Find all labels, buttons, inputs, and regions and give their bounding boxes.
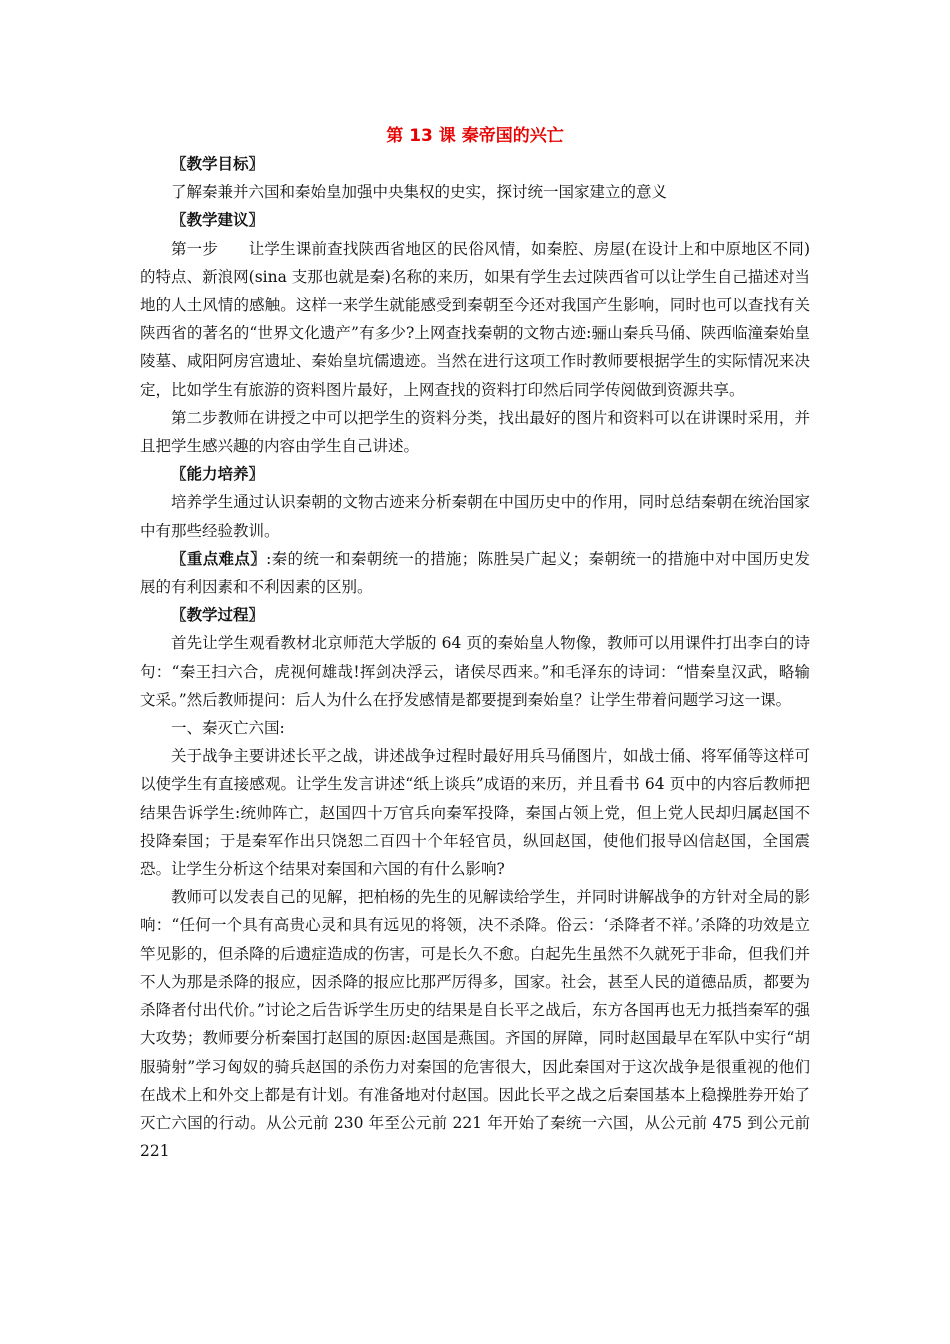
document-body bbox=[140, 150, 810, 1165]
ability-heading: 〖能力培养〗 bbox=[171, 465, 265, 484]
key-heading: 〖重点难点〗 bbox=[171, 549, 267, 568]
process-paragraph-2: 一、秦灭亡六国: bbox=[171, 719, 285, 738]
goal-text: 了解秦兼并六国和秦始皇加强中央集权的史实，探讨统一国家建立的意义 bbox=[171, 183, 668, 202]
advice-paragraph-2: 第二步教师在讲授之中可以把学生的资料分类，找出最好的图片和资料可以在讲课时采用，并且把学生感兴趣的内容由学生自己讲述。 bbox=[140, 408, 810, 456]
process-paragraph-1: 首先让学生观看教材北京师范大学版的 64 页的秦始皇人物像，教师可以用课件打出李白的诗句：“秦王扫六合，虎视何雄哉!挥剑决浮云，诸侯尽西来。”和毛泽东的诗词：“惜秦皇汉武，略输文采。”然后教师提问：后人为什么在抒发感情是都要提到秦始皇？让学生带着问题学习这一课。 bbox=[140, 634, 810, 709]
process-heading: 〖教学过程〗 bbox=[171, 606, 265, 625]
process-paragraph-4: 教师可以发表自己的见解，把柏杨的先生的见解读给学生，并同时讲解战争的方针对全局的影响：“任何一个具有高贵心灵和具有远见的将领，决不杀降。俗云：‘杀降者不祥。’杀降的功效是立竿见影的，但杀降的后遗症造成的伤害，可是长久不愈。白起先生虽然不久就死于非命，但我们并不人为那是杀降的报应，因杀降的报应比那严厉得多，国家。社会，甚至人民的道德品质，都要为杀降者付出代价。”讨论之后告诉学生历史的结果是自长平之战后，东方各国再也无力抵挡秦军的强大攻势；教师要分析秦国打赵国的原因:赵国是燕国。齐国的屏障，同时赵国最早在军队中实行“胡服骑射”学习匈奴的骑兵赵国的杀伤力对秦国的危害很大，因此秦国对于这次战争是很重视的他们在战术上和外交上都是有计划。有准备地对付赵国。因此长平之战之后秦国基本上稳操胜券开始了灭亡六国的行动。从公元前 230 年至公元前 221 年开始了秦统一六国，从公元前 475 到公元前 221 bbox=[140, 888, 810, 1161]
key-points-paragraph bbox=[140, 545, 810, 601]
lesson-title: 第 13 课 秦帝国的兴亡 bbox=[386, 126, 564, 146]
goal-heading: 〖教学目标〗 bbox=[171, 155, 265, 173]
process-paragraph-3: 关于战争主要讲述长平之战，讲述战争过程时最好用兵马俑图片，如战士俑、将军俑等这样可以使学生有直接感观。让学生发言讲述“纸上谈兵”成语的来历，并且看书 64 页中的内容后教师把结果告诉学生:统帅阵亡，赵国四十万官兵向秦军投降，秦国占领上党，但上党人民却归属赵国不投降秦国；于是秦军作出只饶恕二百四十个年轻官员，纵回赵国，使他们报导凶信赵国，全国震恐。让学生分析这个结果对秦国和六国的有什么影响? bbox=[140, 747, 810, 879]
key-text: :秦的统一和秦朝统一的措施；陈胜吴广起义；秦朝统一的措施中对中国历史发展的有利因素和不利因素的区别。 bbox=[140, 549, 810, 597]
advice-heading: 〖教学建议〗 bbox=[171, 211, 265, 230]
advice-paragraph-1: 第一步 让学生课前查找陕西省地区的民俗风情，如秦腔、房屋(在设计上和中原地区不同)的特点、新浪网(sina 支那也就是秦)名称的来历，如果有学生去过陕西省可以让学生自己描述对当地的人土风情的感触。这样一来学生就能感受到秦朝至今还对我国产生影响，同时也可以查找有关陕西省的著名的“世界文化遗产”有多少?上网查找秦朝的文物古迹:骊山秦兵马俑、陕西临潼秦始皇陵墓、咸阳阿房宫遗址、秦始皇坑儒遗迹。当然在进行这项工作时教师要根据学生的实际情况来决定，比如学生有旅游的资料图片最好，上网查找的资料打印然后同学传阅做到资源共享。 bbox=[140, 239, 810, 399]
ability-text: 培养学生通过认识秦朝的文物古迹来分析秦朝在中国历史中的作用，同时总结秦朝在统治国家中有那些经验教训。 bbox=[140, 493, 810, 540]
